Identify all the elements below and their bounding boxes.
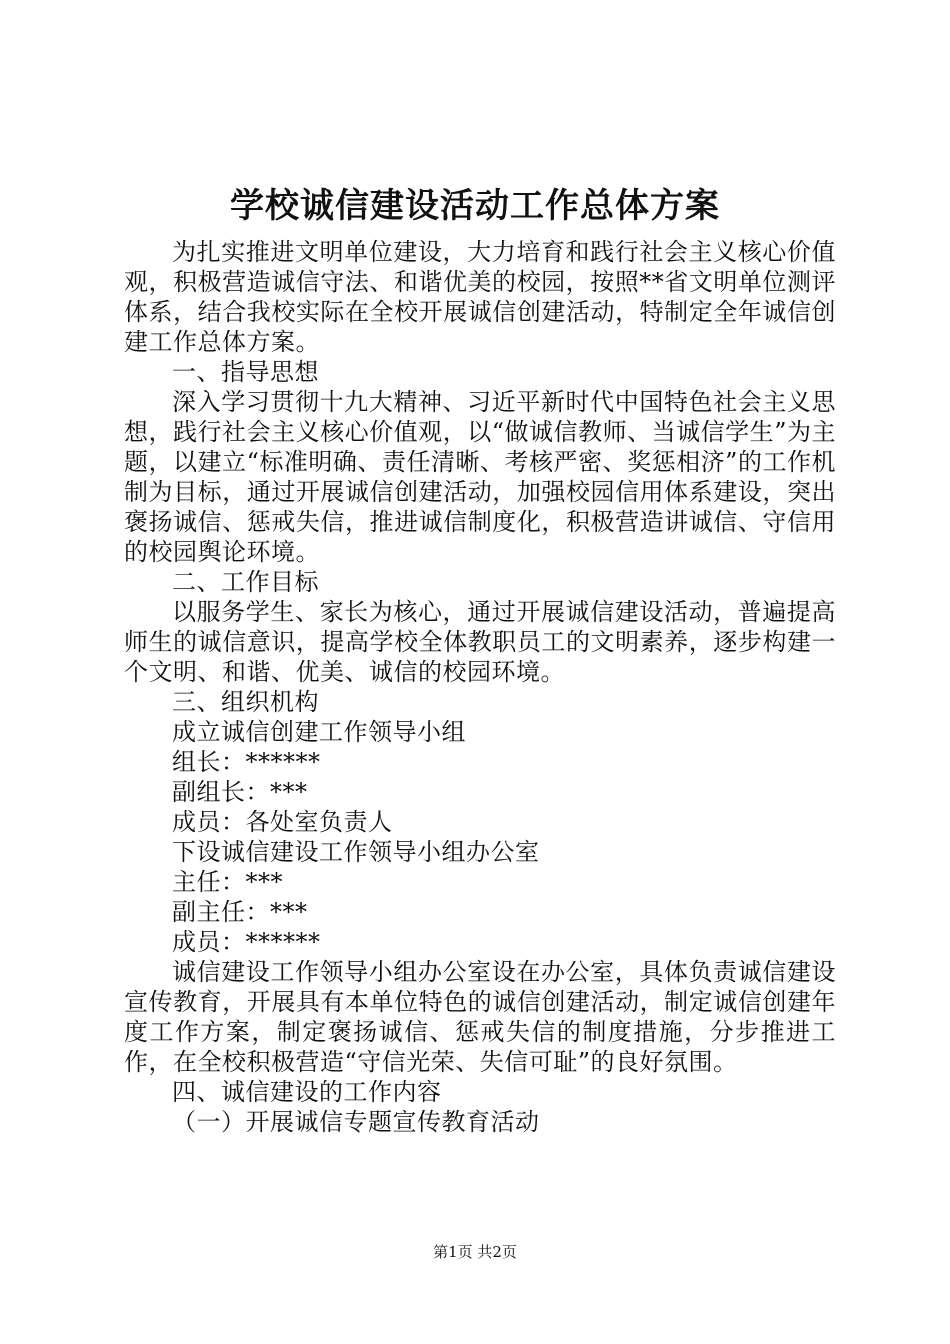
office-duties-paragraph: 诚信建设工作领导小组办公室设在办公室，具体负责诚信建设宣传教育，开展具有本单位特色的诚信创建活动，制定诚信创建年度工作方案，制定褒扬诚信、惩戒失信的制度措施，分步推进工作，在全校积极营造“守信光荣、失信可耻”的良好氛围。: [124, 958, 836, 1076]
section-heading-work-goals: 二、工作目标: [172, 568, 319, 596]
page-number: 第1页 共2页: [433, 1243, 517, 1261]
org-line: 下设诚信建设工作领导小组办公室: [172, 838, 540, 866]
org-line: 副组长：***: [172, 778, 308, 806]
org-line: 成员：******: [172, 928, 321, 956]
document-body: [124, 237, 836, 1137]
org-line: 组长：******: [172, 748, 321, 776]
intro-paragraph: 为扎实推进文明单位建设，大力培育和践行社会主义核心价值观，积极营造诚信守法、和谐优美的校园，按照**省文明单位测评体系，结合我校实际在全校开展诚信创建活动，特制定全年诚信创建工作总体方案。: [124, 238, 836, 356]
section-heading-organization: 三、组织机构: [172, 688, 319, 716]
guiding-ideology-paragraph: 深入学习贯彻十九大精神、习近平新时代中国特色社会主义思想，践行社会主义核心价值观，以“做诚信教师、当诚信学生”为主题，以建立“标准明确、责任清晰、考核严密、奖惩相济”的工作机制为目标，通过开展诚信创建活动，加强校园信用体系建设，突出褒扬诚信、惩戒失信，推进诚信制度化，积极营造讲诚信、守信用的校园舆论环境。: [124, 388, 836, 566]
section-heading-guiding-ideology: 一、指导思想: [172, 358, 319, 386]
org-line: 成立诚信创建工作领导小组: [172, 718, 466, 746]
section-heading-work-content: 四、诚信建设的工作内容: [172, 1078, 442, 1106]
subsection-heading: （一）开展诚信专题宣传教育活动: [172, 1108, 540, 1136]
document-title: 学校诚信建设活动工作总体方案: [230, 186, 720, 226]
org-line: 成员：各处室负责人: [172, 808, 393, 836]
work-goals-paragraph: 以服务学生、家长为核心，通过开展诚信建设活动，普遍提高师生的诚信意识，提高学校全体教职员工的文明素养，逐步构建一个文明、和谐、优美、诚信的校园环境。: [124, 598, 836, 686]
org-line: 副主任：***: [172, 898, 308, 926]
org-line: 主任：***: [172, 868, 283, 896]
